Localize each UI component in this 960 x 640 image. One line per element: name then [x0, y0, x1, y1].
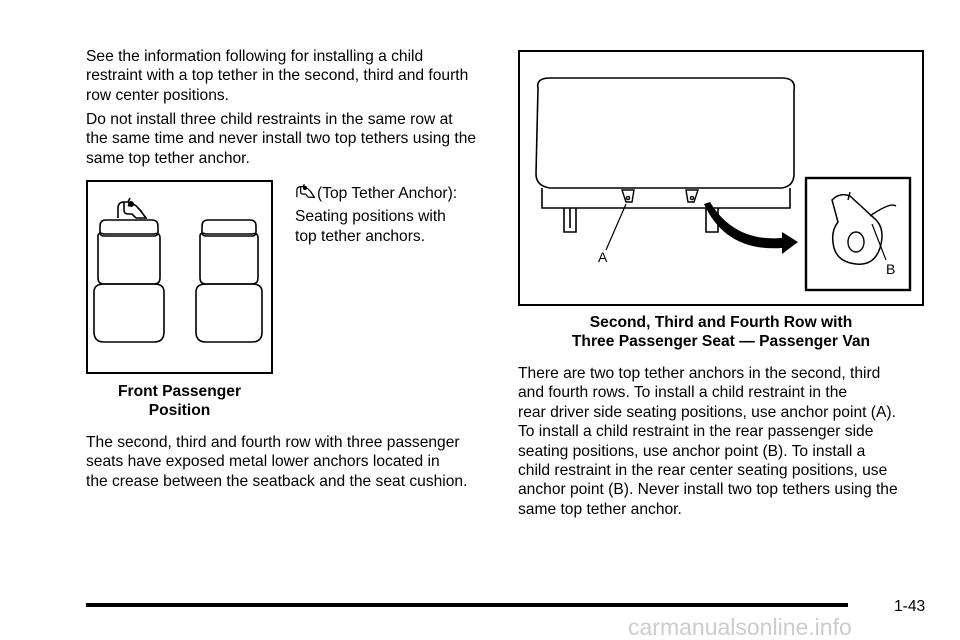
- top-tether-anchor-icon: [118, 198, 146, 218]
- tether-legend-label: (Top Tether Anchor):: [317, 185, 458, 202]
- watermark: carmanualsonline.info: [628, 614, 852, 640]
- anchor-b-clip: [686, 190, 698, 202]
- tether-legend: [295, 181, 505, 246]
- anchor-b-label: B: [886, 261, 896, 277]
- anchor-a-clip: [622, 190, 634, 202]
- warning-paragraph: Do not install three child restraints in the same row at the same time and never install two top tethers using the same top tether anchor.: [86, 111, 477, 167]
- rear-seat-figure: [518, 50, 924, 306]
- instruction-paragraph: There are two top tether anchors in the second, third and fourth rows. To install a child restraint in the rear driver side seating positions, use anchor point (A). To install a child restraint in the rear passenger side seating positions, use anchor point (B). To install a child restraint in the rear center seating positions, use anchor point (B). Never install two top tethers using the same top tether anchor.: [518, 365, 898, 518]
- front-seats-illustration: [88, 182, 271, 372]
- front-figure-caption: Front Passenger Position: [117, 383, 242, 420]
- anchor-a-leader-line: [606, 204, 626, 250]
- front-passenger-figure: [86, 180, 273, 374]
- top-tether-anchor-icon: [295, 181, 315, 201]
- tether-legend-description: Seating positions with top tether anchors.: [295, 208, 446, 245]
- tether-legend-line: [295, 181, 505, 203]
- page-number: 1-43: [894, 598, 926, 615]
- lower-anchor-paragraph: The second, third and fourth row with three passenger seats have exposed metal lower anchors located in the crease between the seatback and the seat cushion.: [86, 434, 468, 490]
- rear-bench-illustration: [520, 52, 922, 304]
- intro-paragraph: See the information following for installing a child restraint with a top tether in the second, third and fourth row center positions.: [86, 48, 469, 104]
- bench-seatback-drawing: [536, 78, 794, 232]
- right-seat-drawing: [196, 220, 262, 342]
- footer-rule: [86, 603, 848, 607]
- anchor-a-label: A: [598, 249, 608, 265]
- left-seat-drawing: [94, 220, 164, 342]
- rear-figure-caption: Second, Third and Fourth Row with Three Passenger Seat — Passenger Van: [571, 314, 871, 351]
